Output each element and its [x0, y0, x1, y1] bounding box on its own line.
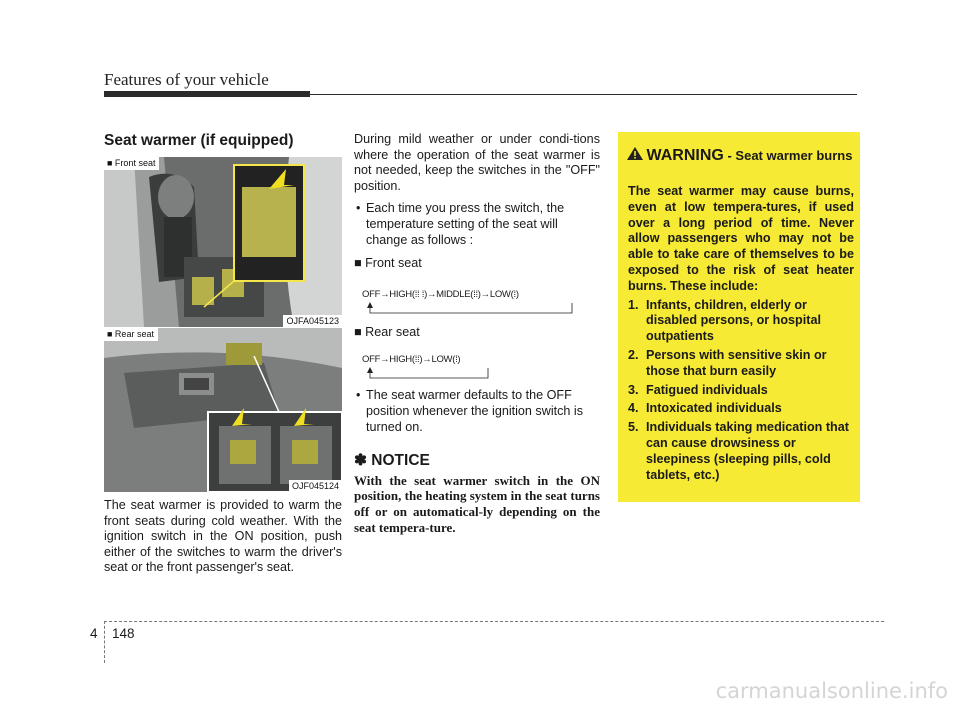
heat-level-2-icon: ⁞⁞: [414, 354, 420, 366]
page-number: 148: [112, 626, 135, 641]
list-item: 2. Persons with sensitive skin or those that burn easily: [628, 347, 827, 378]
warning-triangle-icon: [626, 146, 644, 161]
seq-close: ): [515, 288, 519, 300]
footer-divider: [104, 621, 105, 663]
warning-body: [628, 184, 854, 483]
warning-box: [618, 132, 860, 502]
seq-low: )→LOW(: [419, 354, 456, 366]
bullet-press-switch: • Each time you press the switch, the temperature setting of the seat will change as follows :: [354, 201, 600, 248]
warning-heading: [618, 146, 860, 165]
rear-seat-label: ■ Rear seat: [104, 328, 158, 341]
seq-middle: )→MIDDLE(: [424, 288, 474, 300]
warning-intro: The seat warmer may cause burns, even at low tempera-tures, if used over a long period of time. Never allow passengers who may not be able to take care of themselves to be exposed to the risk of seat heater burns. These include:: [628, 184, 854, 293]
watermark: carmanualsonline.info: [715, 679, 948, 703]
header-title: Features of your vehicle: [104, 70, 269, 89]
rear-seat-sequence: [354, 346, 600, 380]
notice-heading: ✽ NOTICE: [354, 452, 430, 470]
left-body-text: The seat warmer is provided to warm the front seats during cold weather. With the ignition switch in the ON position, push either of the switches to warm the driver's seat or the front passenger's seat.: [104, 498, 342, 575]
heat-level-2-icon: ⁞⁞: [473, 288, 478, 300]
warning-word: WARNING: [646, 147, 724, 164]
header-rule: [310, 94, 857, 95]
list-item: 3. Fatigued individuals: [628, 382, 768, 397]
seq-off-high: OFF→HIGH(: [362, 354, 415, 366]
rear-seat-subhead: ■ Rear seat: [354, 324, 420, 339]
front-seat-label: ■ Front seat: [104, 157, 159, 170]
front-seat-illustration: [104, 157, 342, 327]
heat-level-3-icon: ⁞⁞ ⁞: [414, 288, 425, 300]
middle-column: [354, 132, 600, 535]
intro-paragraph: During mild weather or under condi-tions where the operation of the seat warmer is not needed, keep the switches in the "OFF" position.: [354, 132, 600, 193]
list-item: 1. Infants, children, elderly or disabled persons, or hospital outpatients: [628, 297, 821, 344]
bullet-defaults-off: • The seat warmer defaults to the OFF position whenever the ignition switch is turned on.: [354, 388, 600, 435]
warning-list: [628, 298, 854, 484]
list-item: 5. Individuals taking medication that can cause drowsiness or sleepiness (sleeping pills, cold tablets, etc.): [628, 420, 849, 482]
chapter-number: 4: [90, 626, 98, 641]
warning-subtitle: - Seat warmer burns: [723, 148, 853, 163]
front-seat-sequence: [354, 281, 600, 315]
rear-seat-illustration: [104, 328, 342, 492]
seq-low: )→LOW(: [477, 288, 514, 300]
heat-level-1-icon: ⁞: [513, 288, 516, 300]
rear-seat-code: OJF045124: [289, 480, 342, 492]
seq-close: ): [457, 354, 461, 366]
front-seat-code: OJFA045123: [283, 315, 342, 327]
rear-seat-photo: [104, 327, 342, 492]
notice-body: With the seat warmer switch in the ON position, the heating system in the seat turns off or on automatical-ly depending on the seat tempera-ture.: [354, 472, 600, 535]
seq-off-high: OFF→HIGH(: [362, 288, 415, 300]
list-item: 4. Intoxicated individuals: [628, 401, 782, 416]
header-bar: [104, 91, 310, 97]
section-title: Seat warmer (if equipped): [104, 132, 294, 149]
front-seat-subhead: ■ Front seat: [354, 256, 422, 271]
footer-rule: [104, 621, 884, 622]
front-seat-photo: [104, 157, 342, 327]
heat-level-1-icon: ⁞: [455, 354, 458, 366]
